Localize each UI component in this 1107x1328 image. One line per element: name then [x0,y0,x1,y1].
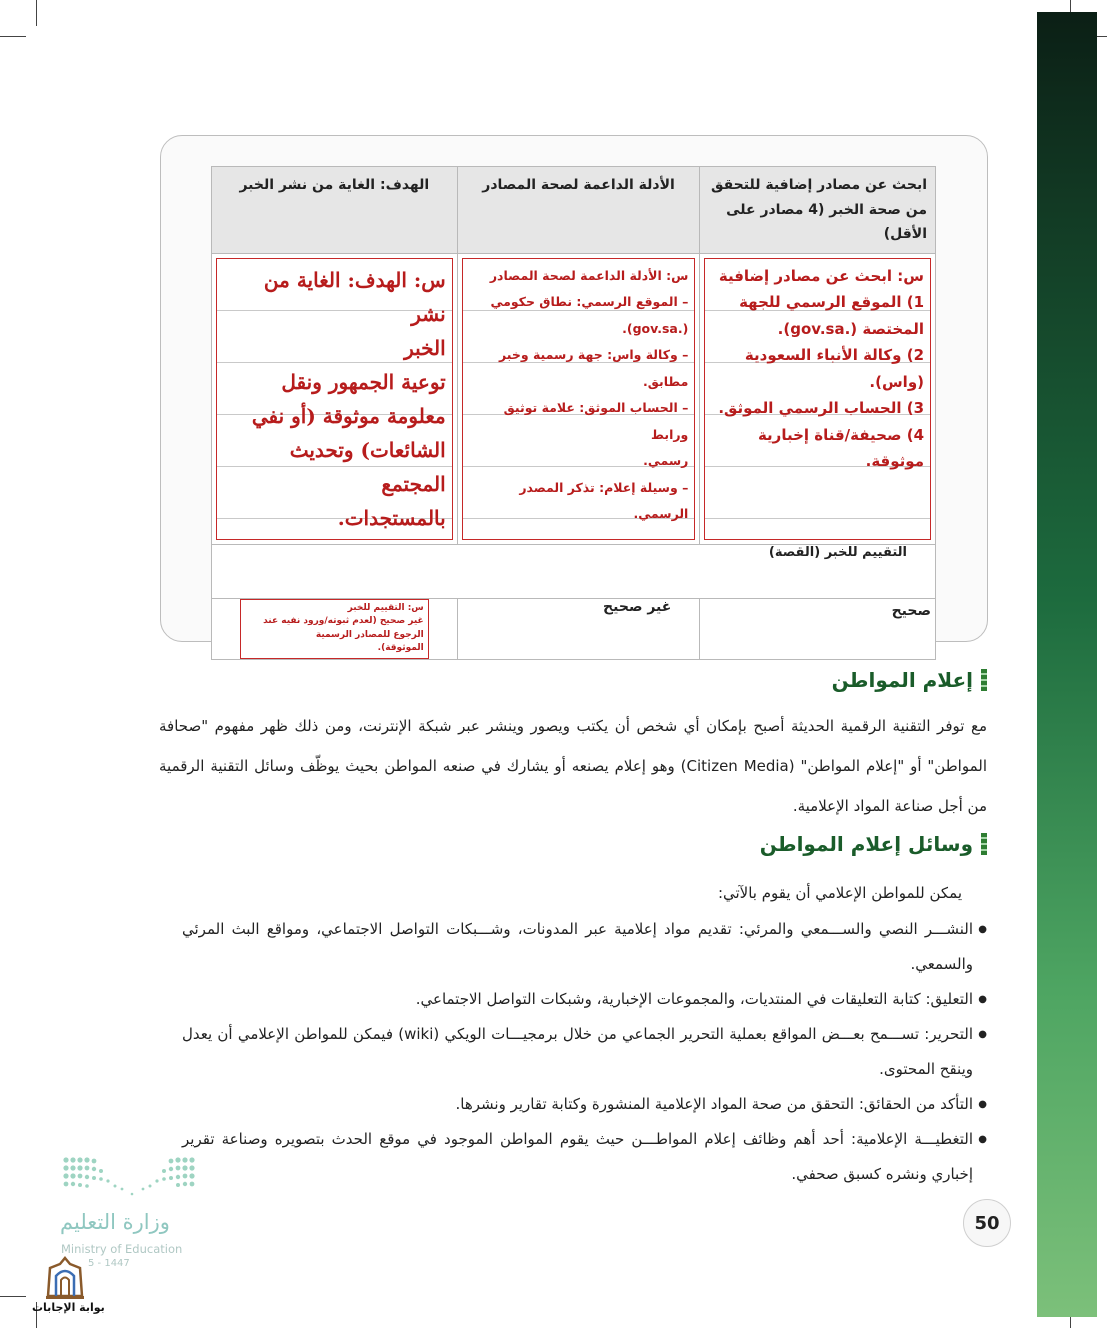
list-item: ● النشـــر النصي والســـمعي والمرئي: تقديم مواد إعلامية عبر المدونات، وشـــبكات التواصل الاجتماعي، ومواقع البث المرئي والسمعي. [182,912,987,982]
answers-row [212,253,936,544]
answer-line: الشائعات) وتحديث المجتمع [289,437,446,496]
ministry-logo-icon [62,1156,196,1200]
answer-line: – وسيلة إعلام: تذكر المصدر الرسمي. [519,479,689,521]
section-heading-citizen-media [832,668,987,692]
answer-line: س: الهدف: الغاية من نشر [263,267,446,326]
list-item: ● التحرير: تســـمح بعـــض المواقع بعملية التحرير الجماعي من خلال برمجيـــات الويكي (wiki) فيمكن للمواطن الإعلامي أن يعدل وينقح المحتوى. [182,1017,987,1087]
ministry-year: 5 - 1447 [88,1258,130,1269]
rating-row [212,544,936,598]
crop-mark [36,0,37,26]
result-answer-box [240,599,429,659]
answer-cell-evidence[interactable] [457,253,700,544]
answer-cell-search[interactable] [700,253,936,544]
answer-cell-goal[interactable] [212,253,458,544]
section-title: وسائل إعلام المواطن [759,832,973,856]
answer-line: – الموقع الرسمي: نطاق حكومي [490,294,689,309]
heading-bar-icon [981,669,987,691]
crop-mark [0,36,26,37]
side-color-band [1037,12,1097,1317]
result-answer-line: غير صحيح (لعدم ثبوته/ورود نفيه عند الرجوع للمصادر الرسمية [263,616,424,640]
results-row [212,598,936,659]
answer-line: 1) الموقع الرسمي للجهة [739,293,924,311]
site-logo-icon [44,1256,86,1300]
answer-line: – وكالة واس: جهة رسمية وخبر [498,347,689,362]
answer-box-search [704,258,931,540]
ministry-name-english: Ministry of Education [61,1242,183,1256]
answer-line: توعية الجمهور ونقل [281,369,446,394]
answer-line: س: الأدلة الداعمة لصحة المصادر [489,267,689,283]
intro-text: يمكن للمواطن الإعلامي أن يقوم بالآتي: [717,884,962,902]
answer-line: المختصة (.gov.sa). [777,319,924,338]
crop-mark [0,1296,26,1297]
answer-line: مطابق. [643,373,689,389]
worksheet-table [211,166,936,660]
worksheet-card [160,135,988,653]
answer-line: 4) صحيفة/قناة إخبارية موثوقة. [757,425,924,470]
result-answer-line: الموثوقة). [377,643,424,653]
answer-box-goal [216,258,453,540]
header-row [212,167,936,254]
answer-line: رسمي. [643,453,689,468]
rating-label: التقييم للخبر (القصة) [212,544,936,598]
answer-line: – الحساب الموثق: علامة توثيق ورابط [503,400,689,442]
ministry-name-arabic: وزارة التعليم [60,1210,170,1234]
answer-line: (.gov.sa). [622,320,689,336]
header-goal: الهدف: الغاية من نشر الخبر [212,167,458,254]
header-search-sources: ابحث عن مصادر إضافية للتحقق من صحة الخبر (4 مصادر على الأقل) [700,167,936,254]
answer-box-evidence [462,258,696,540]
answer-line: س: ابحث عن مصادر إضافية [718,266,924,285]
answer-line: بالمستجدات. [337,505,446,530]
heading-bar-icon [981,833,987,855]
section-heading-citizen-media-tools [760,832,987,856]
bullet-list [182,912,987,1192]
list-item: ● التأكد من الحقائق: التحقق من صحة المواد الإعلامية المنشورة وكتابة تقارير ونشرها. [182,1087,987,1122]
result-false[interactable]: غير صحيح [457,598,700,659]
list-item: ● التغطيـــة الإعلامية: أحد أهم وظائف إعلام المواطـــن حيث يقوم المواطن الموجود في موقع الحدث بتصويره وصناعة تقرير إخباري ونشره كسبق صحفي. [182,1122,987,1192]
answer-line: (واس). [869,372,924,391]
list-item: ● التعليق: كتابة التعليقات في المنتديات، والمجموعات الإخبارية، وشبكات التواصل الاجتماعي. [182,982,987,1017]
citizen-media-paragraph: مع توفر التقنية الرقمية الحديثة أصبح بإمكان أي شخص أن يكتب ويصور وينشر عبر شبكة الإنترنت، ومن ذلك ظهر مفهوم "صحافة المواطن" أو "إعلام المواطن" (Citizen Media) وهو إعلام يصنعه أو يشارك في صنعه المواطن بحيث يوظّف وسائل التقنية الرقمية من أجل صناعة المواد الإعلامية. [159,717,987,815]
answer-line: معلومة موثوقة (أو نفي [251,403,446,428]
page-number: 50 [963,1199,1011,1247]
header-evidence: الأدلة الداعمة لصحة المصادر [457,167,700,254]
result-true[interactable]: صحيح [700,598,936,659]
section-title: إعلام المواطن [831,668,973,692]
result-answer-cell[interactable] [212,598,458,659]
site-name: بوابة الإجابات [32,1301,105,1314]
answer-line: الخبر [404,335,446,360]
answer-line: 3) الحساب الرسمي الموثق. [718,399,924,417]
result-answer-line: س: التقييم للخبر [347,602,424,613]
answer-line: 2) وكالة الأنباء السعودية [744,346,924,364]
